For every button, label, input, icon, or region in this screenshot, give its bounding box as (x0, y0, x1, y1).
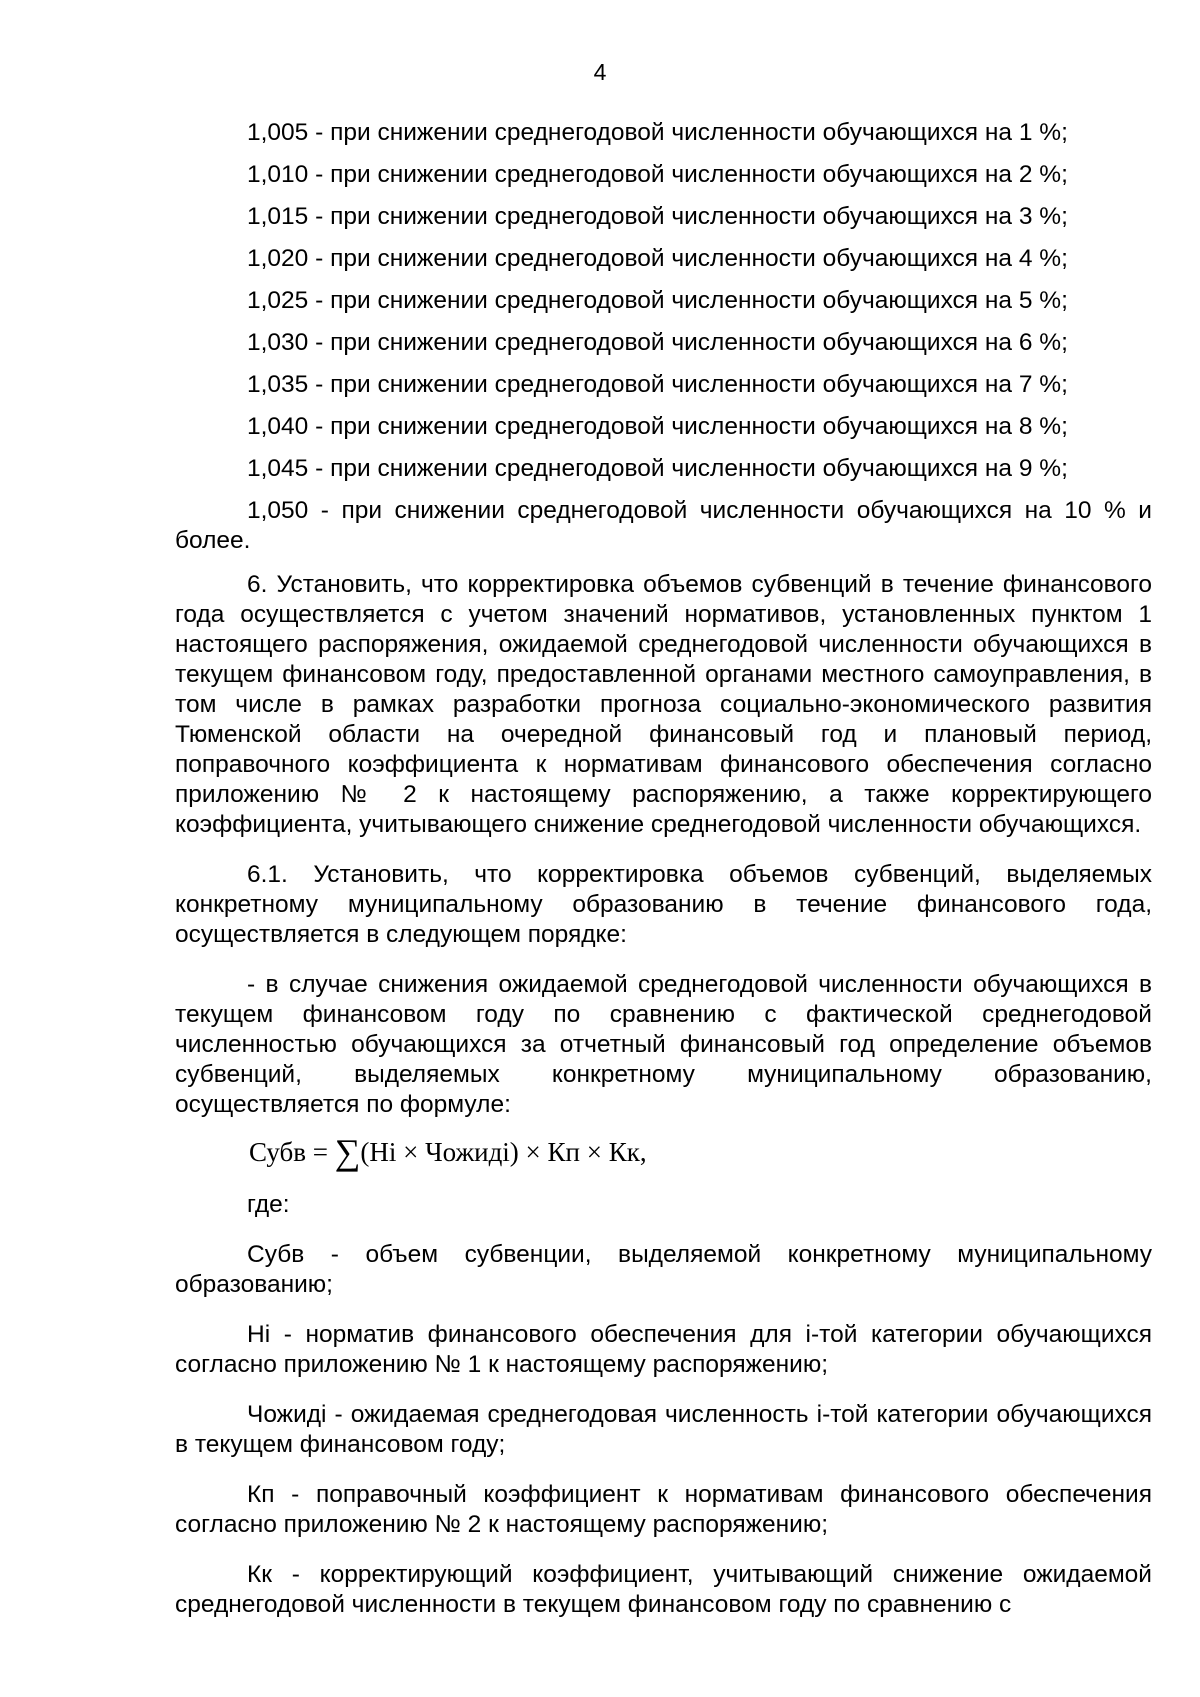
coefficient-item: 1,045 - при снижении среднегодовой численности обучающихся на 9 %; (247, 455, 1068, 482)
paragraph-case: - в случае снижения ожидаемой среднегодовой численности обучающихся в текущем финансовом году по сравнению с фактической среднегодовой численностью обучающихся за отчетный финансовый год определение объемов субвенций, выделяемых конкретному муниципальному образованию, осуществляется по формуле: (175, 971, 1152, 1118)
coefficient-item: 1,005 - при снижении среднегодовой численности обучающихся на 1 %; (247, 119, 1068, 146)
page-number: 4 (593, 59, 607, 85)
coefficient-item: 1,010 - при снижении среднегодовой численности обучающихся на 2 %; (247, 161, 1068, 188)
definition-subv: Субв - объем субвенции, выделяемой конкретному муниципальному образованию; (175, 1241, 1152, 1298)
paragraph-6: 6. Установить, что корректировка объемов субвенций в течение финансового года осуществляется с учетом значений нормативов, установленных пунктом 1 настоящего распоряжения, ожидаемой среднегодовой численности обучающихся в текущем финансовом году, предоставленной органами местного самоуправления, в том числе в рамках разработки прогноза социально-экономического развития Тюменской области на очередной финансовый год и плановый период, поправочного коэффициента к нормативам финансового обеспечения согласно приложению № 2 к настоящему распоряжению, а также корректирующего коэффициента, учитывающего снижение среднегодовой численности обучающихся. (175, 571, 1152, 838)
coefficient-list (175, 112, 1152, 556)
formula (175, 1128, 1152, 1176)
coefficient-item: 1,040 - при снижении среднегодовой численности обучающихся на 8 %; (247, 413, 1068, 440)
formula-lhs: Субв = (249, 1137, 328, 1167)
document-body (175, 112, 1152, 1620)
paragraph-6-1: 6.1. Установить, что корректировка объемов субвенций, выделяемых конкретному муниципальному образованию в течение финансового года, осуществляется в следующем порядке: (175, 861, 1152, 948)
definition-chozhidi: Чожиді - ожидаемая среднегодовая численность і-той категории обучающихся в текущем финансовом году; (175, 1401, 1152, 1458)
coefficient-item: 1,030 - при снижении среднегодовой численности обучающихся на 6 %; (247, 329, 1068, 356)
coefficient-item: 1,020 - при снижении среднегодовой численности обучающихся на 4 %; (247, 245, 1068, 272)
sigma-symbol: ∑ (334, 1132, 361, 1172)
coefficient-item: 1,035 - при снижении среднегодовой численности обучающихся на 7 %; (247, 371, 1068, 398)
definition-hi: Hi - норматив финансового обеспечения для і-той категории обучающихся согласно приложению № 1 к настоящему распоряжению; (175, 1321, 1152, 1378)
where-label: где: (247, 1191, 290, 1218)
coefficient-item-last: 1,050 - при снижении среднегодовой численности обучающихся на 10 % и более. (175, 497, 1152, 554)
formula-rhs: (Hi × Чожиді) × Кп × Кк, (360, 1137, 647, 1167)
coefficient-item: 1,025 - при снижении среднегодовой численности обучающихся на 5 %; (247, 287, 1068, 314)
definition-kk: Кк - корректирующий коэффициент, учитывающий снижение ожидаемой среднегодовой численности в текущем финансовом году по сравнению с (175, 1561, 1152, 1618)
coefficient-item: 1,015 - при снижении среднегодовой численности обучающихся на 3 %; (247, 203, 1068, 230)
definition-kp: Кп - поправочный коэффициент к нормативам финансового обеспечения согласно приложению № 2 к настоящему распоряжению; (175, 1481, 1152, 1538)
